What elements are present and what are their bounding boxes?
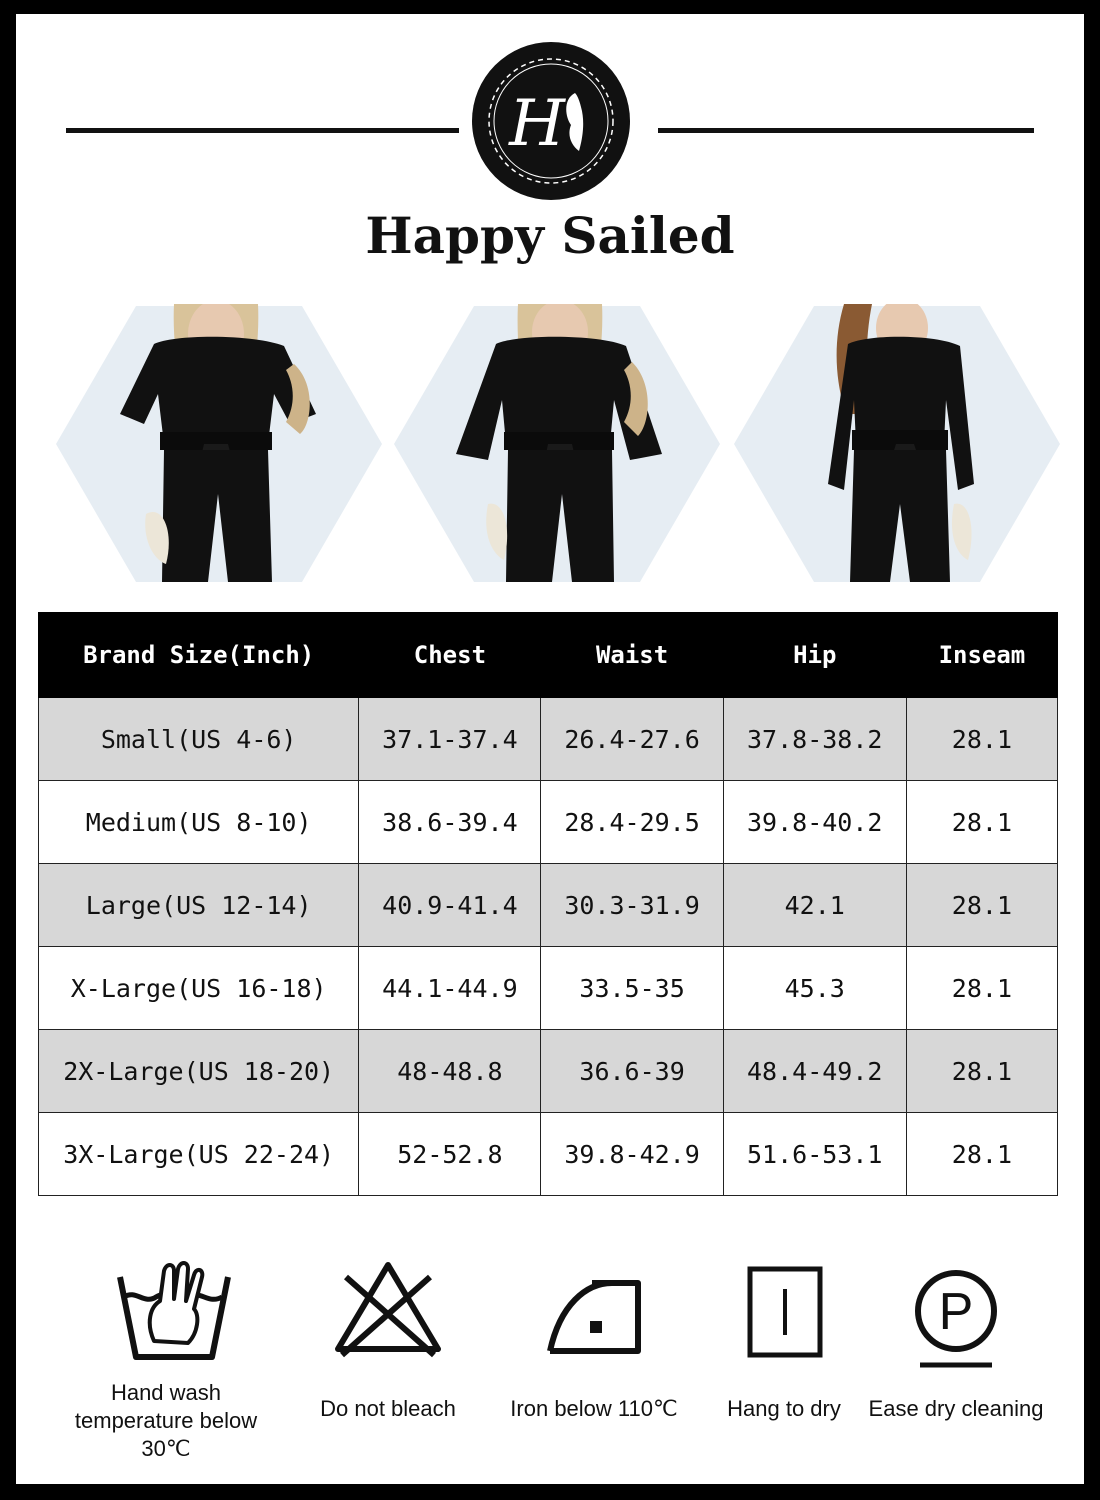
dry-clean-label: Ease dry cleaning	[868, 1396, 1044, 1421]
chest-cell: 38.6-39.4	[359, 781, 541, 864]
table-row	[39, 1113, 1058, 1196]
chest-cell: 52-52.8	[359, 1113, 541, 1196]
waist-cell: 30.3-31.9	[541, 864, 723, 947]
waist-cell: 28.4-29.5	[541, 781, 723, 864]
hand-wash-label-line1: Hand wash	[110, 1380, 222, 1405]
size-cell: 3X-Large(US 22-24)	[39, 1113, 359, 1196]
iron-label: Iron below 110℃	[510, 1396, 678, 1421]
size-cell: 2X-Large(US 18-20)	[39, 1030, 359, 1113]
chest-cell: 40.9-41.4	[359, 864, 541, 947]
dry-clean-icon	[856, 1249, 1056, 1379]
care-hand-wash	[66, 1249, 266, 1479]
chest-cell: 48-48.8	[359, 1030, 541, 1113]
chest-cell: 37.1-37.4	[359, 698, 541, 781]
hip-cell: 45.3	[723, 947, 906, 1030]
care-dry-clean	[856, 1249, 1056, 1479]
size-cell: X-Large(US 16-18)	[39, 947, 359, 1030]
hip-cell: 42.1	[723, 864, 906, 947]
size-cell: Large(US 12-14)	[39, 864, 359, 947]
hip-cell: 37.8-38.2	[723, 698, 906, 781]
header-brand-size: Brand Size(Inch)	[39, 613, 359, 698]
product-photo-short-sleeve	[54, 304, 384, 584]
size-table	[38, 612, 1058, 1196]
inseam-cell: 28.1	[906, 1113, 1057, 1196]
svg-text:H: H	[509, 87, 565, 161]
hip-cell: 48.4-49.2	[723, 1030, 906, 1113]
table-row	[39, 947, 1058, 1030]
care-iron	[494, 1249, 694, 1479]
size-cell: Small(US 4-6)	[39, 698, 359, 781]
header-waist: Waist	[541, 613, 723, 698]
header-chest: Chest	[359, 613, 541, 698]
care-do-not-bleach	[288, 1249, 488, 1479]
brand-name: Happy Sailed	[365, 206, 735, 265]
brand-logo	[471, 41, 631, 201]
table-row	[39, 1030, 1058, 1113]
svg-text:P: P	[938, 1283, 974, 1341]
do-not-bleach-icon	[288, 1249, 488, 1379]
product-photo-long-sleeve	[732, 304, 1062, 584]
header-rule-right	[658, 128, 1034, 133]
hip-cell: 39.8-40.2	[723, 781, 906, 864]
hip-cell: 51.6-53.1	[723, 1113, 906, 1196]
size-chart-page	[16, 14, 1084, 1484]
waist-cell: 33.5-35	[541, 947, 723, 1030]
header-rule-left	[66, 128, 459, 133]
do-not-bleach-label: Do not bleach	[320, 1396, 456, 1421]
care-hang-dry	[684, 1249, 884, 1479]
size-table-header-row	[39, 613, 1058, 698]
waist-cell: 26.4-27.6	[541, 698, 723, 781]
product-photo-wide-sleeve	[392, 304, 722, 584]
inseam-cell: 28.1	[906, 947, 1057, 1030]
hang-dry-label: Hang to dry	[727, 1396, 841, 1421]
table-row	[39, 864, 1058, 947]
inseam-cell: 28.1	[906, 781, 1057, 864]
inseam-cell: 28.1	[906, 698, 1057, 781]
size-cell: Medium(US 8-10)	[39, 781, 359, 864]
waist-cell: 39.8-42.9	[541, 1113, 723, 1196]
hand-wash-label-line2: temperature below 30℃	[74, 1408, 258, 1461]
table-row	[39, 698, 1058, 781]
chest-cell: 44.1-44.9	[359, 947, 541, 1030]
inseam-cell: 28.1	[906, 1030, 1057, 1113]
iron-icon	[494, 1249, 694, 1379]
header-inseam: Inseam	[906, 613, 1057, 698]
header-hip: Hip	[723, 613, 906, 698]
table-row	[39, 781, 1058, 864]
waist-cell: 36.6-39	[541, 1030, 723, 1113]
hand-wash-icon	[66, 1249, 266, 1379]
inseam-cell: 28.1	[906, 864, 1057, 947]
hang-dry-icon	[684, 1249, 884, 1379]
